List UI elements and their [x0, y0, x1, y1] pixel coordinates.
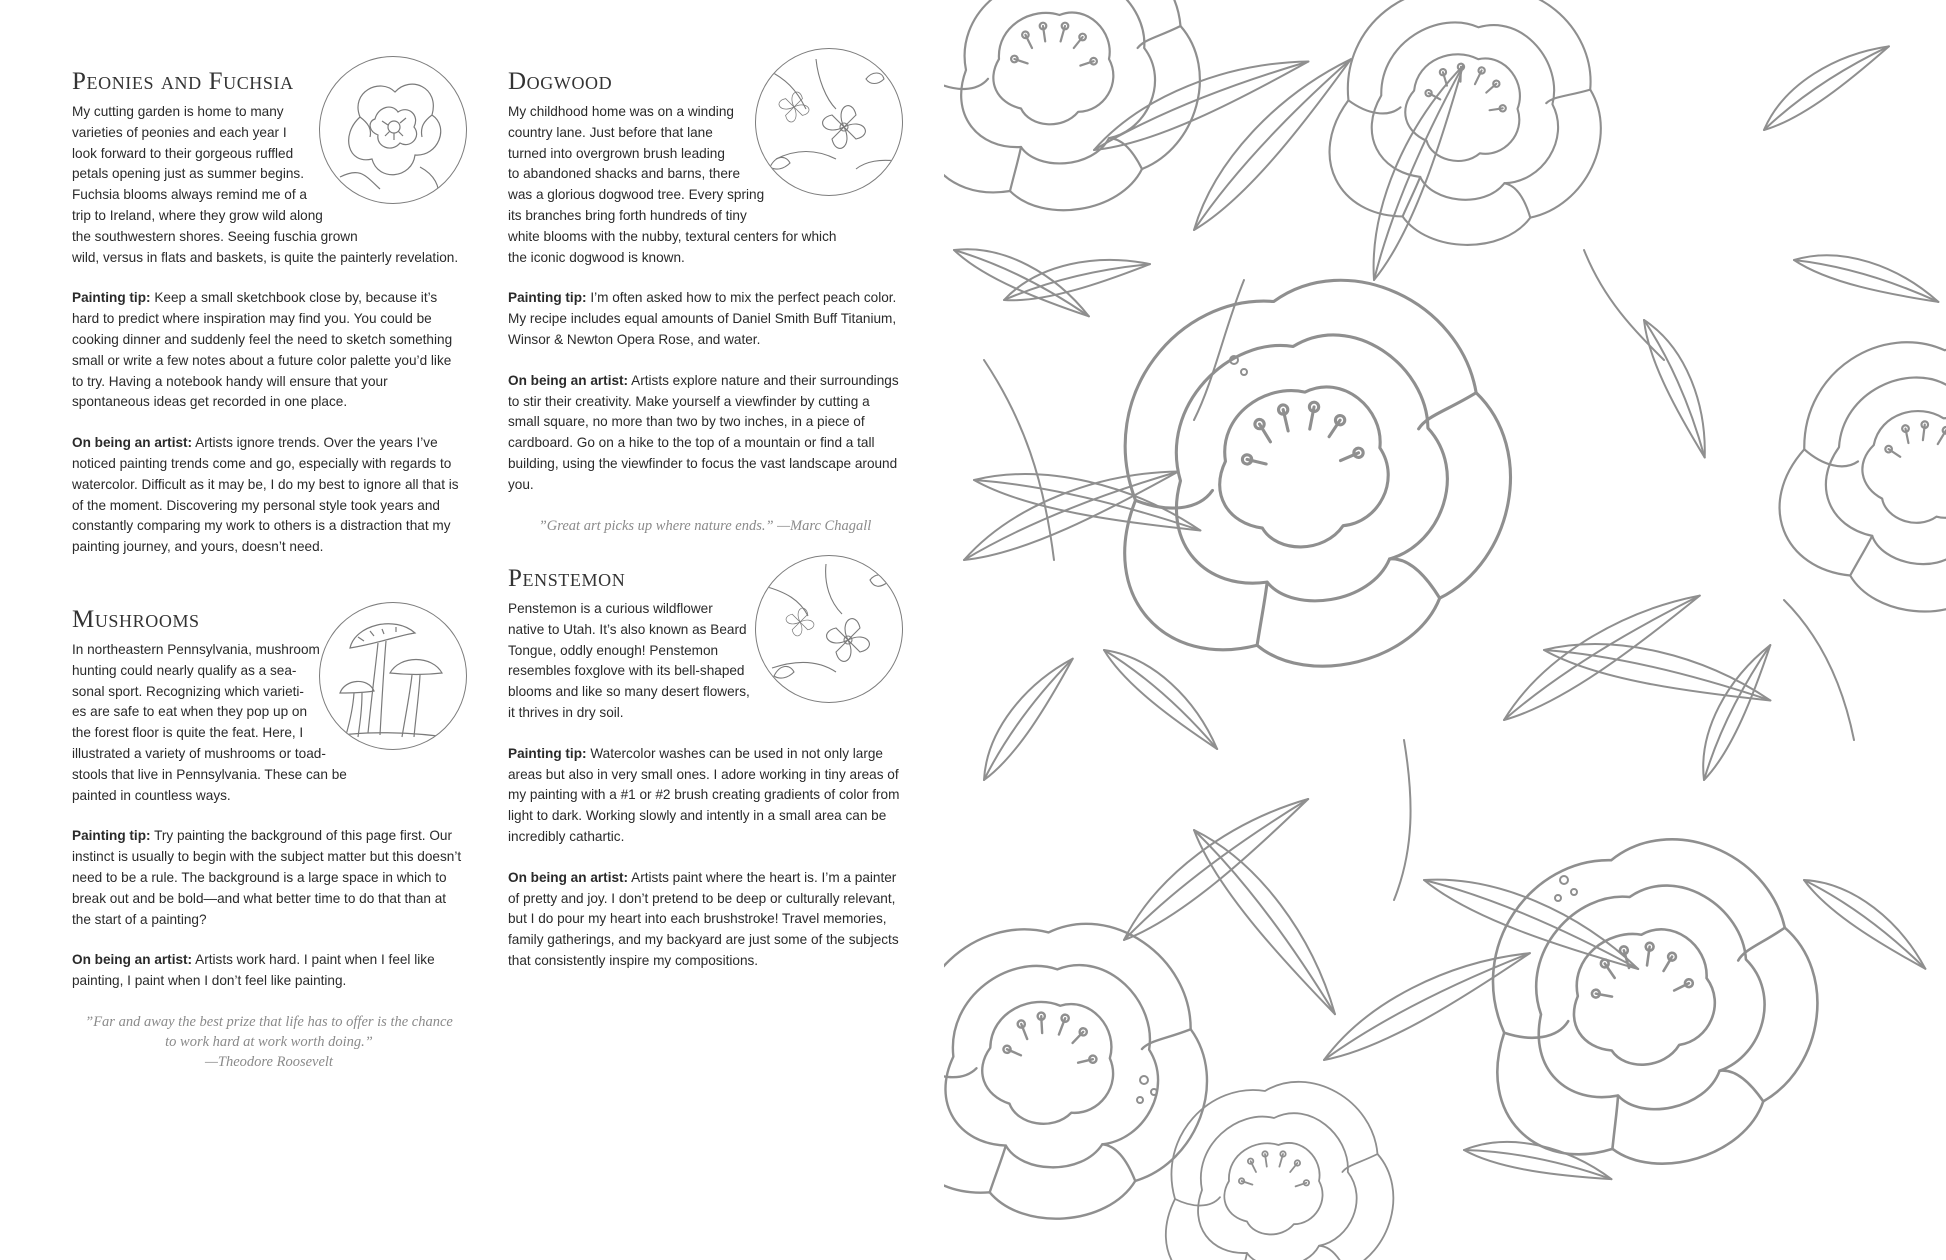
artist-note-label: On being an artist: [72, 435, 193, 451]
painting-tip [508, 288, 902, 350]
artist-note-label: On being an artist: [508, 869, 629, 885]
floral-coloring-pattern [944, 0, 1946, 1260]
intro-line: turned into overgrown brush leading [508, 145, 725, 161]
quote-line: to work hard at work worth doing.” [165, 1033, 373, 1050]
painting-tip-label: Painting tip: [508, 290, 587, 306]
painting-tip [508, 744, 902, 848]
intro-line: petals opening just as summer begins. [72, 166, 304, 182]
intro-line: trip to Ireland, where they grow wild along [72, 207, 323, 223]
artist-note-text: Artists ignore trends. Over the years I’ve noticed painting trends come and go, especially with regards to watercolor. Difficult as it may be, I do my best to ignore all that is of the moment. Discovering my personal style took years and constantly comparing my work to others is a distraction that my painting journey, and yours, doesn’t need. [72, 435, 459, 555]
mushroom-medallion-illustration [319, 602, 467, 750]
intro-line: es are safe to eat when they pop up on [72, 704, 308, 720]
intro-line: its branches bring forth hundreds of tiny [508, 207, 747, 223]
intro-line: blooms and like so many desert flowers, [508, 684, 750, 700]
intro-line: was a glorious dogwood tree. Every spring [508, 187, 765, 203]
artist-note [508, 868, 902, 972]
intro-line: it thrives in dry soil. [508, 704, 624, 720]
intro-line: the forest floor is quite the feat. Here, I [72, 725, 304, 741]
artist-note [508, 371, 902, 496]
painting-tip-label: Painting tip: [508, 745, 587, 761]
dogwood-medallion-illustration [755, 48, 903, 196]
painting-tip [72, 826, 466, 930]
intro-line: Penstemon is a curious wildflower [508, 601, 713, 616]
intro-line: varieties of peonies and each year I [72, 124, 287, 140]
penstemon-medallion-illustration [755, 555, 903, 703]
section-title: Peonies and Fuchsia [72, 68, 294, 95]
quote-roosevelt [72, 1012, 466, 1072]
intro-line: Tongue, oddly enough! Penstemon [508, 642, 719, 658]
intro-line: the southwestern shores. Seeing fuschia grown [72, 228, 358, 244]
painting-tip-text: Keep a small sketchbook close by, because it’s hard to predict where inspiration may find you. You could be cooking dinner and suddenly feel the need to sketch something small or write a few notes about a future color palette you’d like to try. Having a notebook handy will ensure that your spontaneous ideas get recorded in one place. [72, 290, 453, 410]
artist-note [72, 433, 466, 558]
section-title: Mushrooms [72, 606, 200, 633]
artist-note-label: On being an artist: [72, 952, 193, 968]
artist-note-text: Artists paint where the heart is. I’m a painter of pretty and joy. I don’t pretend to be deep or culturally relevant, but I do pour my heart into each brushstroke! Travel memories, family gatherings, and my backyard are just some of the subjects that consistently inspire my compositions. [508, 869, 899, 968]
quote-attribution: —Theodore Roosevelt [205, 1053, 333, 1070]
intro-line: white blooms with the nubby, textural centers for which [508, 228, 837, 244]
painting-tip-text: I’m often asked how to mix the perfect peach color. My recipe includes equal amounts of Daniel Smith Buff Titanium, Winsor & Newton Opera Rose, and water. [508, 290, 897, 347]
intro-line: In northeastern Pennsylvania, mushroom [72, 642, 320, 657]
artist-note-text: Artists work hard. I paint when I feel like painting, I paint when I don’t feel like painting. [72, 952, 435, 989]
intro-line: to abandoned shacks and barns, there [508, 166, 741, 182]
intro-line: My childhood home was on a winding [508, 104, 734, 119]
left-page [0, 0, 944, 1260]
painting-tip-text: Try painting the background of this page first. Our instinct is usually to begin with the subject matter but this doesn’t need to be a rule. The background is a large space in which to break out and be bold—and what better time to do that than at the start of a painting? [72, 828, 462, 927]
intro-line: stools that live in Pennsylvania. These can be [72, 766, 347, 782]
painting-tip-label: Painting tip: [72, 290, 151, 306]
painting-tip-text: Watercolor washes can be used in not only large areas but also in very small ones. I adore working in tiny areas of my painting with a #1 or #2 brush creating gradients of color from light to dark. Working slowly and intently in a small area can be incredibly cathartic. [508, 745, 900, 844]
intro-line: Fuchsia blooms always remind me of a [72, 187, 307, 203]
intro-line: native to Utah. It’s also known as Beard [508, 621, 747, 637]
artist-note-label: On being an artist: [508, 372, 629, 388]
intro-line: hunting could nearly qualify as a sea- [72, 662, 297, 678]
quote-line: ”Far and away the best prize that life has to offer is the chance [85, 1013, 453, 1030]
intro-line: sonal sport. Recognizing which varieti- [72, 683, 304, 699]
intro-line: the iconic dogwood is known. [508, 249, 685, 265]
section-title: Penstemon [508, 565, 626, 592]
intro-line: resembles foxglove with its bell-shaped [508, 663, 745, 679]
intro-line: look forward to their gorgeous ruffled [72, 145, 294, 161]
artist-note [72, 950, 466, 992]
quote-chagall: ”Great art picks up where nature ends.” —Marc Chagall [538, 517, 872, 534]
section-title: Dogwood [508, 68, 613, 95]
artist-note-text: Artists explore nature and their surroundings to stir their creativity. Make yourself a viewfinder by cutting a small square, no more than two by two inches, in a piece of cardboard. Go on a hike to the top of a mountain or find a tall building, using the viewfinder to focus the vast landscape around you. [508, 372, 899, 492]
intro-line: wild, versus in flats and baskets, is quite the painterly revelation. [72, 249, 459, 265]
intro-line: country lane. Just before that lane [508, 124, 713, 140]
peony-medallion-illustration [319, 56, 467, 204]
intro-line: My cutting garden is home to many [72, 104, 284, 119]
painting-tip-label: Painting tip: [72, 828, 151, 844]
intro-line: illustrated a variety of mushrooms or toad- [72, 745, 326, 761]
intro-line: painted in countless ways. [72, 787, 231, 803]
painting-tip [72, 288, 466, 413]
